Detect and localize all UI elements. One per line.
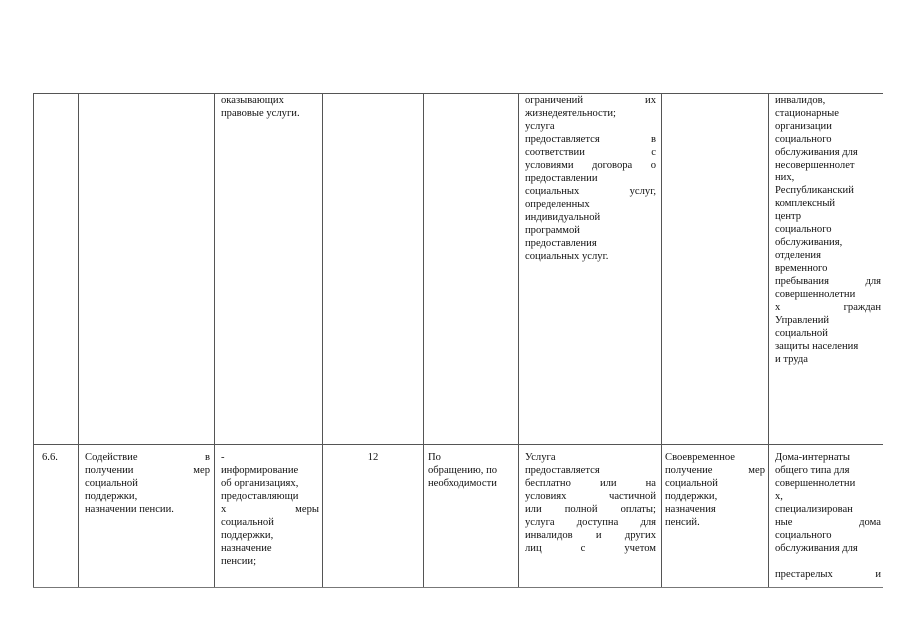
- service-count: 12: [367, 452, 379, 463]
- service-description-b: х меры: [221, 504, 319, 515]
- top-conditions-text-a: жизнедеятельности; услуга: [525, 108, 616, 132]
- col-border-0: [33, 93, 34, 587]
- top-conditions-text-c: предоставлении: [525, 173, 598, 184]
- row-number: 6.6.: [42, 452, 58, 463]
- top-conditions-text-e: определенных индивидуальной программой предоставления социальных услуг.: [525, 199, 609, 262]
- service-provider-c: социального обслуживания для: [775, 530, 858, 554]
- top-provider-text-e: Управлений социальной защиты населения и труда: [775, 315, 859, 365]
- top-provider-text-b: пребывания для: [775, 276, 881, 287]
- service-provider-a: Дома-интернаты общего типа для совершеннолетни х, специализирован: [775, 452, 856, 515]
- col-border-5: [518, 93, 519, 587]
- col-border-7: [768, 93, 769, 587]
- top-service-description: оказывающих правовые услуги.: [221, 95, 300, 119]
- table-top-border: [33, 93, 883, 94]
- service-conditions-a: Услуга предоставляется: [525, 452, 600, 476]
- col-border-1: [78, 93, 79, 587]
- top-provider-text-a: инвалидов, стационарные организации социального обслуживания для несовершеннолет них, Республиканский комплексный центр социального обслуживания, отделения временного: [775, 95, 858, 274]
- table-bottom-border: [33, 587, 883, 588]
- col-border-6: [661, 93, 662, 587]
- service-description-c: социальной поддержки, назначение пенсии;: [221, 517, 274, 567]
- row-divider: [33, 444, 883, 445]
- col-border-2: [214, 93, 215, 587]
- service-provider-b: ные дома: [775, 517, 881, 528]
- top-provider-text-d: х граждан: [775, 302, 881, 313]
- service-name-b: социальной поддержки, назначении пенсии.: [85, 478, 174, 515]
- service-name-a: Содействие в получении мер: [85, 452, 210, 476]
- top-provider-text-c: совершеннолетни: [775, 289, 856, 300]
- service-result-c: социальной поддержки, назначения пенсий.: [665, 478, 718, 528]
- service-conditions-b: бесплатно или на условиях частичной или полной оплаты; услуга доступна для инвалидов и других лиц с учетом: [525, 478, 656, 554]
- service-description-a: - информирование об организациях, предоставляющи: [221, 452, 299, 502]
- service-provider-d: престарелых и: [775, 569, 881, 580]
- service-result-b: получение мер: [665, 465, 765, 476]
- top-conditions-text-d: социальных услуг,: [525, 186, 656, 197]
- top-conditions-line1: ограничений их: [525, 95, 656, 106]
- service-result-a: Своевременное: [665, 452, 735, 463]
- col-border-4: [423, 93, 424, 587]
- top-conditions-text-b: предоставляется в соответствии с условиями договора о: [525, 134, 656, 171]
- col-border-3: [322, 93, 323, 587]
- service-period: По обращению, по необходимости: [428, 452, 498, 489]
